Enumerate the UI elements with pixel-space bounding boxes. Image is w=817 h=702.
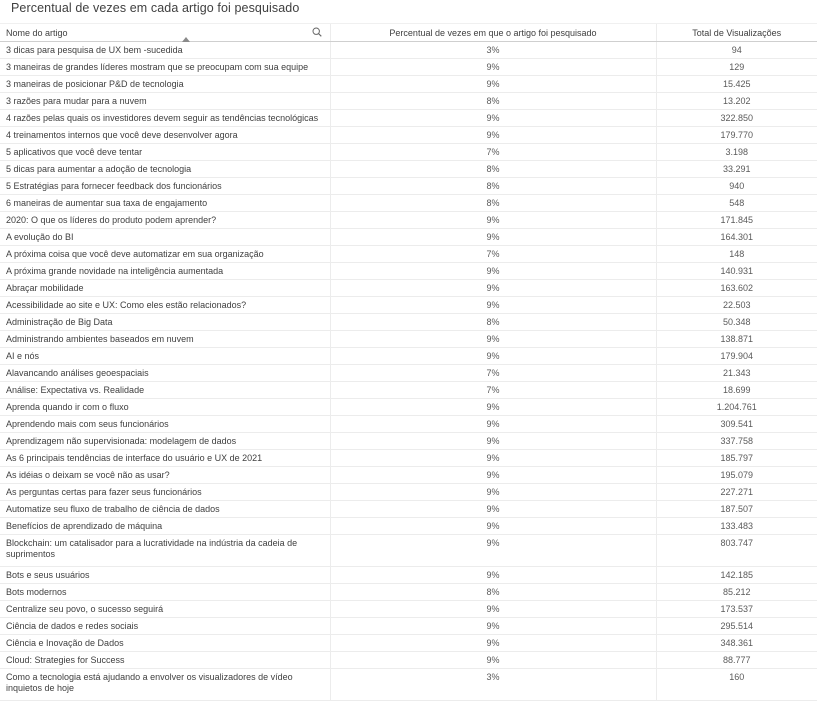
views-cell: 179.904: [656, 348, 817, 365]
views-cell: 15.425: [656, 76, 817, 93]
views-cell: 140.931: [656, 263, 817, 280]
views-cell: 160: [656, 669, 817, 701]
table-row[interactable]: [0, 535, 817, 567]
table-row[interactable]: [0, 297, 817, 314]
views-cell: 348.361: [656, 635, 817, 652]
table-row[interactable]: [0, 450, 817, 467]
table-row[interactable]: [0, 365, 817, 382]
views-cell: 185.797: [656, 450, 817, 467]
views-cell: 309.541: [656, 416, 817, 433]
percent-cell: 9%: [330, 518, 656, 535]
table-row[interactable]: [0, 76, 817, 93]
article-name-cell: Como a tecnologia está ajudando a envolver os visualizadores de vídeo inquietos de hoje: [0, 669, 330, 701]
percent-cell: 8%: [330, 314, 656, 331]
table-row[interactable]: [0, 212, 817, 229]
article-name-cell: Ciência de dados e redes sociais: [0, 618, 330, 635]
percent-cell: 9%: [330, 280, 656, 297]
article-name-cell: 4 treinamentos internos que você deve desenvolver agora: [0, 127, 330, 144]
article-name-cell: Blockchain: um catalisador para a lucratividade na indústria da cadeia de suprimentos: [0, 535, 330, 567]
article-name-cell: A evolução do BI: [0, 229, 330, 246]
percent-cell: 9%: [330, 433, 656, 450]
table-row[interactable]: [0, 518, 817, 535]
table-row[interactable]: [0, 348, 817, 365]
percent-cell: 9%: [330, 331, 656, 348]
table-row[interactable]: [0, 635, 817, 652]
article-name-cell: 5 dicas para aumentar a adoção de tecnologia: [0, 161, 330, 178]
views-cell: 548: [656, 195, 817, 212]
table-row[interactable]: [0, 110, 817, 127]
chart-title: Percentual de vezes em cada artigo foi pesquisado: [11, 1, 300, 15]
column-header-percent[interactable]: [330, 24, 656, 42]
percent-cell: 9%: [330, 59, 656, 76]
search-icon[interactable]: [312, 27, 322, 37]
percent-cell: 8%: [330, 195, 656, 212]
article-name-cell: Ciência e Inovação de Dados: [0, 635, 330, 652]
table-row[interactable]: [0, 501, 817, 518]
article-name-cell: 3 dicas para pesquisa de UX bem -sucedida: [0, 42, 330, 59]
article-name-cell: Administração de Big Data: [0, 314, 330, 331]
views-cell: 337.758: [656, 433, 817, 450]
table-row[interactable]: [0, 382, 817, 399]
table-row[interactable]: [0, 178, 817, 195]
percent-cell: 8%: [330, 93, 656, 110]
table-row[interactable]: [0, 42, 817, 59]
table-row[interactable]: [0, 280, 817, 297]
views-cell: 129: [656, 59, 817, 76]
percent-cell: 7%: [330, 144, 656, 161]
percent-cell: 9%: [330, 535, 656, 567]
article-name-cell: Cloud: Strategies for Success: [0, 652, 330, 669]
articles-table: [0, 23, 817, 701]
article-name-cell: Automatize seu fluxo de trabalho de ciência de dados: [0, 501, 330, 518]
column-header-label: Nome do artigo: [6, 27, 68, 38]
views-cell: 187.507: [656, 501, 817, 518]
table-row[interactable]: [0, 127, 817, 144]
table-row[interactable]: [0, 246, 817, 263]
views-cell: 50.348: [656, 314, 817, 331]
views-cell: 94: [656, 42, 817, 59]
views-cell: 1.204.761: [656, 399, 817, 416]
article-name-cell: Análise: Expectativa vs. Realidade: [0, 382, 330, 399]
views-cell: 138.871: [656, 331, 817, 348]
views-cell: 803.747: [656, 535, 817, 567]
percent-cell: 9%: [330, 229, 656, 246]
column-header-label: Total de Visualizações: [692, 27, 782, 38]
article-name-cell: Bots e seus usuários: [0, 567, 330, 584]
views-cell: 148: [656, 246, 817, 263]
percent-cell: 8%: [330, 161, 656, 178]
percent-cell: 9%: [330, 450, 656, 467]
percent-cell: 9%: [330, 399, 656, 416]
table-header-row: [0, 24, 817, 42]
table-row[interactable]: [0, 331, 817, 348]
views-cell: 164.301: [656, 229, 817, 246]
table-row[interactable]: [0, 467, 817, 484]
percent-cell: 9%: [330, 212, 656, 229]
views-cell: 21.343: [656, 365, 817, 382]
column-header-label: Percentual de vezes em que o artigo foi pesquisado: [389, 27, 597, 38]
article-name-cell: A próxima grande novidade na inteligência aumentada: [0, 263, 330, 280]
table-row[interactable]: [0, 314, 817, 331]
percent-cell: 3%: [330, 669, 656, 701]
table-row[interactable]: [0, 652, 817, 669]
table-row[interactable]: [0, 484, 817, 501]
views-cell: 295.514: [656, 618, 817, 635]
percent-cell: 9%: [330, 467, 656, 484]
views-cell: 13.202: [656, 93, 817, 110]
views-cell: 22.503: [656, 297, 817, 314]
article-name-cell: Aprendizagem não supervisionada: modelagem de dados: [0, 433, 330, 450]
table-row[interactable]: [0, 161, 817, 178]
views-cell: 88.777: [656, 652, 817, 669]
percent-cell: 9%: [330, 652, 656, 669]
table-row[interactable]: [0, 601, 817, 618]
views-cell: 179.770: [656, 127, 817, 144]
views-cell: 195.079: [656, 467, 817, 484]
column-header-article-name[interactable]: [0, 24, 330, 42]
table-row[interactable]: [0, 584, 817, 601]
percent-cell: 3%: [330, 42, 656, 59]
percent-cell: 9%: [330, 297, 656, 314]
article-name-cell: 4 razões pelas quais os investidores devem seguir as tendências tecnológicas: [0, 110, 330, 127]
percent-cell: 7%: [330, 365, 656, 382]
article-name-cell: 3 maneiras de grandes líderes mostram que se preocupam com sua equipe: [0, 59, 330, 76]
article-name-cell: Administrando ambientes baseados em nuvem: [0, 331, 330, 348]
percent-cell: 7%: [330, 382, 656, 399]
percent-cell: 9%: [330, 635, 656, 652]
percent-cell: 9%: [330, 263, 656, 280]
views-cell: 85.212: [656, 584, 817, 601]
percent-cell: 9%: [330, 110, 656, 127]
article-name-cell: Aprendendo mais com seus funcionários: [0, 416, 330, 433]
percent-cell: 9%: [330, 348, 656, 365]
table-row[interactable]: [0, 433, 817, 450]
article-name-cell: 5 aplicativos que você deve tentar: [0, 144, 330, 161]
views-cell: 133.483: [656, 518, 817, 535]
table-row[interactable]: [0, 195, 817, 212]
table-row[interactable]: [0, 93, 817, 110]
percent-cell: 9%: [330, 76, 656, 93]
article-name-cell: As perguntas certas para fazer seus funcionários: [0, 484, 330, 501]
percent-cell: 9%: [330, 601, 656, 618]
article-name-cell: As 6 principais tendências de interface do usuário e UX de 2021: [0, 450, 330, 467]
percent-cell: 9%: [330, 567, 656, 584]
table-row[interactable]: [0, 416, 817, 433]
table-row[interactable]: [0, 399, 817, 416]
article-name-cell: A próxima coisa que você deve automatizar em sua organização: [0, 246, 330, 263]
views-cell: 940: [656, 178, 817, 195]
views-cell: 173.537: [656, 601, 817, 618]
percent-cell: 8%: [330, 178, 656, 195]
article-name-cell: Bots modernos: [0, 584, 330, 601]
article-name-cell: As idéias o deixam se você não as usar?: [0, 467, 330, 484]
table-row[interactable]: [0, 567, 817, 584]
article-name-cell: 5 Estratégias para fornecer feedback dos funcionários: [0, 178, 330, 195]
views-cell: 322.850: [656, 110, 817, 127]
article-name-cell: Abraçar mobilidade: [0, 280, 330, 297]
article-name-cell: Centralize seu povo, o sucesso seguirá: [0, 601, 330, 618]
views-cell: 171.845: [656, 212, 817, 229]
percent-cell: 9%: [330, 501, 656, 518]
column-header-views[interactable]: [656, 24, 817, 42]
views-cell: 227.271: [656, 484, 817, 501]
article-name-cell: Acessibilidade ao site e UX: Como eles estão relacionados?: [0, 297, 330, 314]
views-cell: 3.198: [656, 144, 817, 161]
percent-cell: 8%: [330, 584, 656, 601]
table-row[interactable]: [0, 229, 817, 246]
article-name-cell: AI e nós: [0, 348, 330, 365]
article-name-cell: Benefícios de aprendizado de máquina: [0, 518, 330, 535]
percent-cell: 7%: [330, 246, 656, 263]
article-name-cell: 3 razões para mudar para a nuvem: [0, 93, 330, 110]
percent-cell: 9%: [330, 416, 656, 433]
table-row[interactable]: [0, 59, 817, 76]
sort-ascending-icon[interactable]: [182, 37, 190, 42]
table-row[interactable]: [0, 144, 817, 161]
article-name-cell: 6 maneiras de aumentar sua taxa de engajamento: [0, 195, 330, 212]
table-row[interactable]: [0, 618, 817, 635]
percent-cell: 9%: [330, 484, 656, 501]
article-name-cell: 2020: O que os líderes do produto podem aprender?: [0, 212, 330, 229]
article-name-cell: Aprenda quando ir com o fluxo: [0, 399, 330, 416]
views-cell: 142.185: [656, 567, 817, 584]
table-row[interactable]: [0, 669, 817, 701]
percent-cell: 9%: [330, 127, 656, 144]
views-cell: 163.602: [656, 280, 817, 297]
table-row[interactable]: [0, 263, 817, 280]
views-cell: 33.291: [656, 161, 817, 178]
views-cell: 18.699: [656, 382, 817, 399]
percent-cell: 9%: [330, 618, 656, 635]
article-name-cell: 3 maneiras de posicionar P&D de tecnologia: [0, 76, 330, 93]
article-name-cell: Alavancando análises geoespaciais: [0, 365, 330, 382]
